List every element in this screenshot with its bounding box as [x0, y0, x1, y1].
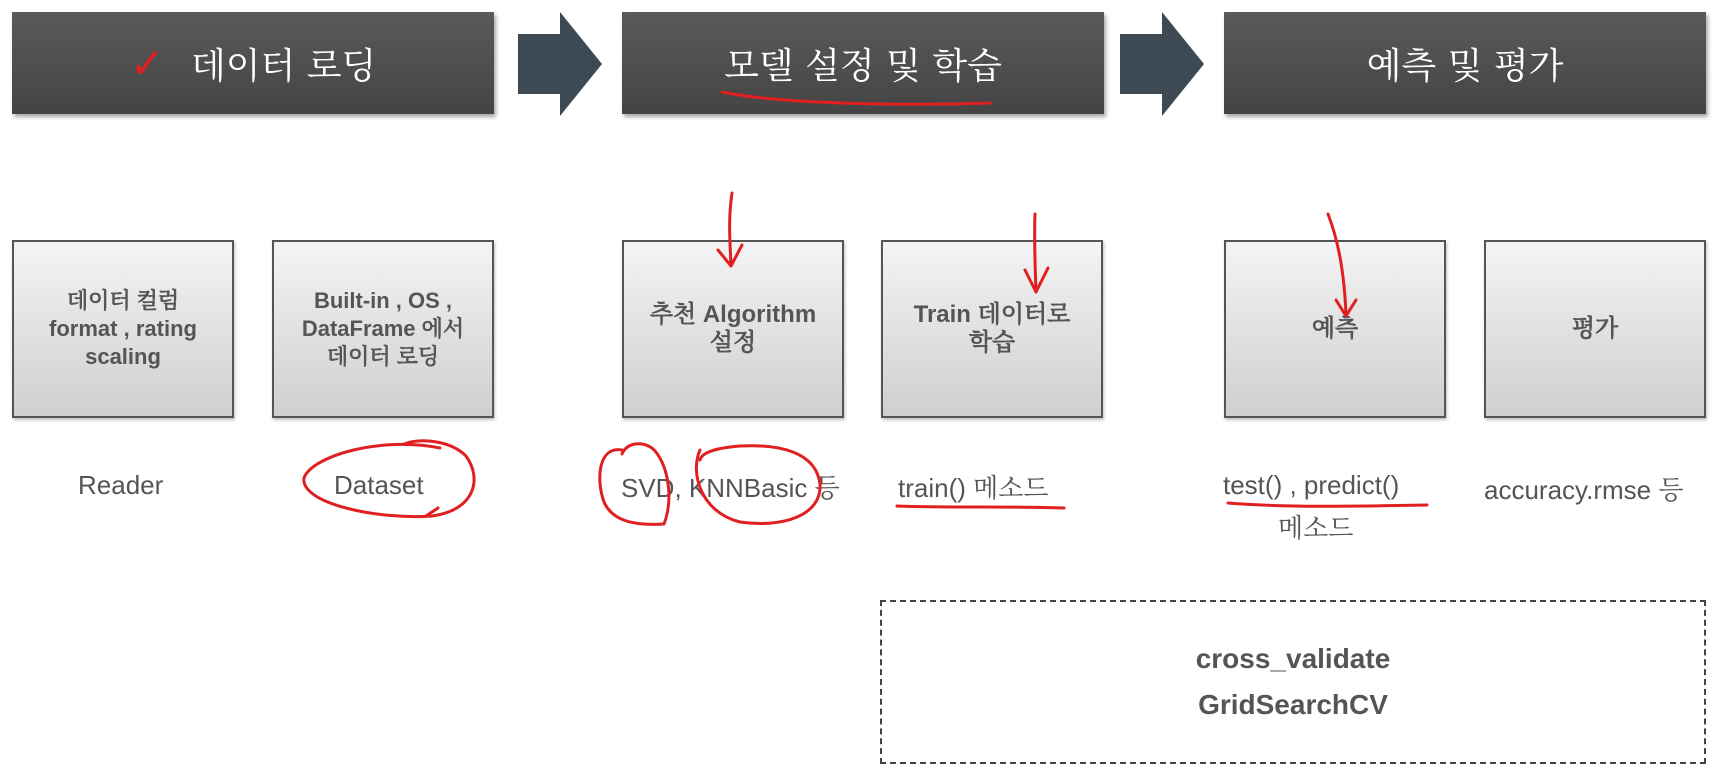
underline-stroke — [897, 506, 1064, 508]
validation-line-2: GridSearchCV — [1198, 689, 1388, 720]
box-evaluate — [1484, 240, 1706, 418]
validation-box — [880, 600, 1706, 764]
label-train-method: train() 메소드 — [898, 473, 1049, 503]
label-test-predict-sub: 메소드 — [1278, 513, 1354, 543]
box-text: 예측 — [1311, 315, 1359, 342]
underline-stroke — [1228, 503, 1427, 506]
stage-label: 예측 및 평가 — [1366, 45, 1564, 87]
stage-predict-evaluate — [1224, 12, 1706, 114]
stage-data-loading — [12, 12, 494, 114]
label-test-predict: test() , predict() — [1223, 470, 1400, 500]
box-text: Train 데이터로 학습 — [913, 301, 1071, 356]
box-train-data — [881, 240, 1103, 418]
stage-label: 데이터 로딩 — [190, 45, 377, 87]
label-dataset: Dataset — [334, 470, 424, 500]
chevron-arrow-icon — [518, 12, 602, 116]
box-data-loading-source — [272, 240, 494, 418]
label-evaluate: accuracy.rmse 등 — [1484, 475, 1684, 505]
check-mark-icon: ✓ — [129, 38, 165, 88]
box-text: 추천 Algorithm 설정 — [649, 301, 817, 356]
box-data-column-format — [12, 240, 234, 418]
chevron-arrow-icon — [1120, 12, 1204, 116]
box-text: 데이터 컬럼 format , rating scaling — [49, 288, 197, 369]
box-algorithm-setting — [622, 240, 844, 418]
validation-line-1: cross_validate — [1195, 643, 1391, 674]
stage-model-training — [622, 12, 1104, 114]
box-text: 평가 — [1571, 315, 1619, 342]
box-predict — [1224, 240, 1446, 418]
label-algorithms: SVD, KNNBasic 등 — [621, 473, 840, 503]
stage-label: 모델 설정 및 학습 — [724, 45, 1002, 87]
box-text: Built-in , OS , DataFrame 에서 데이터 로딩 — [301, 288, 465, 369]
label-reader: Reader — [78, 470, 164, 500]
